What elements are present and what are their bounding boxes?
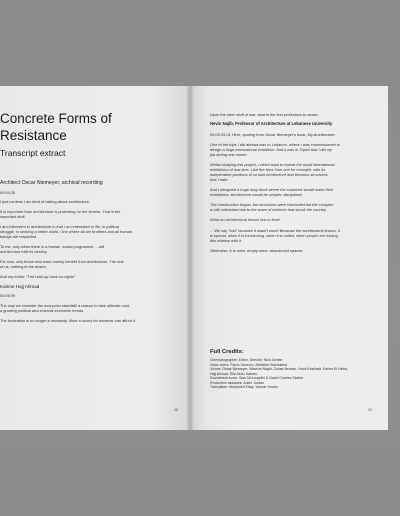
quote-line: And I designed a huge long block where the countries would make their <box>210 187 334 192</box>
paragraph: To me, only when there is a human, social programme ... will <box>0 244 105 249</box>
credit-line: Production assistant: Adele Jordan <box>210 380 264 385</box>
credit-line: Hajj Ahmad, Elie Abou Saleem <box>210 371 258 376</box>
timecode: 00:04:25 <box>0 190 16 195</box>
quote-line: that I hate. <box>210 177 229 182</box>
book-gutter <box>186 86 194 430</box>
paragraph: beings are respected. <box>0 234 38 239</box>
paragraph: I am interested in architecture in that I am interested in life, in political <box>0 224 120 229</box>
paragraph: architecture fulfil its destiny. <box>0 249 48 254</box>
speaker-label: Karime Hajj Ahmad <box>0 284 40 289</box>
paragraph: a growing political and external economic trends. <box>0 308 85 313</box>
quote-line: design a huge international exhibition. And it was in Tripoli that I did my <box>210 147 332 152</box>
paragraph: is spread, when it is functioning, when it is united, when people are having <box>210 233 338 238</box>
speaker-label: Nevin Najib, Professor of Architecture at Lebanese University <box>210 121 333 126</box>
quote-line: Whilst studying this project, I didn't want to repeat the usual international <box>210 162 335 167</box>
left-page <box>0 86 190 430</box>
credit-line: Soundtrack score: Sian McLaughlin & David Charles Skelter <box>210 376 304 380</box>
timecode: 00:09:33-01 Here, quoting from Oscar Niemeyer's book, My Architecture: <box>210 132 336 137</box>
speaker-label: Architect Oscar Niemeyer, archival recording <box>0 180 103 186</box>
paragraph: The way we consider the economic standstill a reason to take ultimate cost, <box>0 303 130 308</box>
paragraph: It is important than architecture is protesting on the streets. That is the <box>0 209 121 214</box>
subtitle: Transcript extract <box>0 148 66 158</box>
paragraph: I just confess I am tired of talking about architecture. <box>0 199 90 204</box>
paragraph: Upon the stern stuff of war, start is the first profession to cease. <box>210 112 319 117</box>
credits-heading: Full Credits: <box>210 349 244 355</box>
page-title <box>0 110 180 144</box>
quote-line: exhibitions. Architecture would be simpler, disciplined. <box>210 192 303 197</box>
quote-line: One of the trips I did abroad was to Lebanon, where I was commissioned to <box>210 142 340 147</box>
title-line-2: Resistance <box>0 128 67 143</box>
quote-line: exhibitions of that time. Like the New York one for example, with its <box>210 167 326 172</box>
timecode: 00:05:09 <box>0 293 16 298</box>
quote-line: job during one month. <box>210 152 248 157</box>
paragraph: this relation with it. <box>210 238 243 243</box>
title-line-1: Concrete Forms of <box>0 111 112 126</box>
quote-line: The construction began, the structures were concluded but the complex <box>210 202 334 207</box>
credit-line: Voices: Oscar Niemeyer, Wassim Naghi, Zuhair Bedran, Yusuf Kheihadi, Karine El Helou, <box>210 367 349 371</box>
credit-line: Voice-overs: Parno Varonoo, Abdallah Hamdabed <box>210 362 287 367</box>
paragraph: important stuff. <box>0 214 26 219</box>
credit-line: Translation: Mohamed Eltay, Yasmin Younis <box>210 385 278 389</box>
quote-line: is still unfinished due to the wave of violence that shook the country. <box>210 207 327 212</box>
page-number: 28 <box>174 408 178 412</box>
credit-line: Cinematographer, Editor, Director: Nick Jordan <box>210 358 283 362</box>
paragraph: struggle, in seeking a better world. One where all are brothers and all human <box>0 229 132 234</box>
right-page <box>190 86 388 430</box>
paragraph: Otherwise, it is ruins, empty ruins, abandoned spaces. <box>210 248 304 253</box>
paragraph: For now, only those who have money benefit from architecture. The rest <box>0 259 124 264</box>
quote-line: What an architectural lesson lost to time! <box>210 217 281 222</box>
paragraph: ... We say "lost" because it wasn't used! Because the architectural lesson, it <box>210 228 340 233</box>
paragraph: of us, nothing in the desire. <box>0 264 47 269</box>
paragraph: The frustration is no longer a necessity. More a luxury for whoever can afford it. <box>0 318 137 323</box>
page-number: 29 <box>368 408 372 412</box>
open-booklet <box>0 86 400 430</box>
quote-line: independent pavilions of so bad architecture and frivolous structures, <box>210 172 329 177</box>
paragraph: And my motto: "The hold-up have no rights" <box>0 274 76 279</box>
